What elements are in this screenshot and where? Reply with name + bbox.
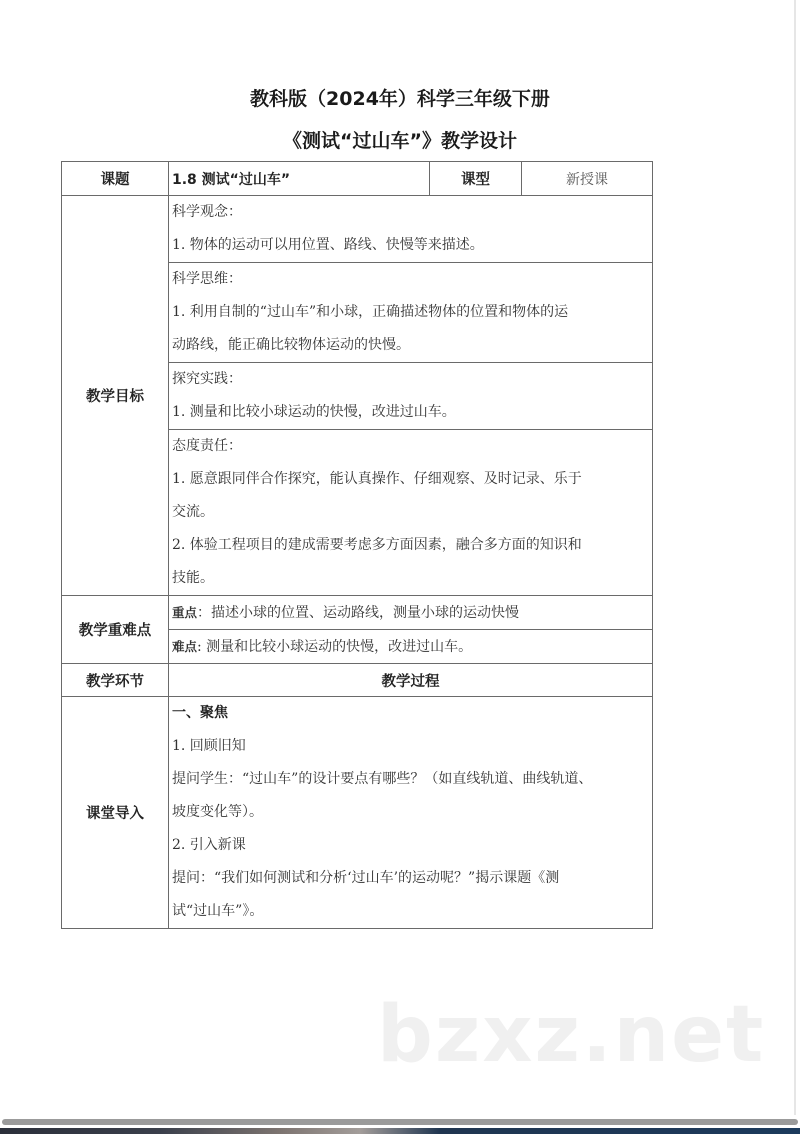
goal-line: 交流。 <box>172 504 214 520</box>
goal-heading: 科学观念： <box>172 204 242 220</box>
goal-line: 1. 物体的运动可以用位置、路线、快慢等来描述。 <box>172 237 484 253</box>
lesson-plan-table <box>61 161 653 929</box>
watermark: bzxz.net <box>377 990 766 1080</box>
lesson-type-label: 课型 <box>430 162 522 196</box>
goal-heading: 探究实践： <box>172 371 242 387</box>
document-subtitle: 《测试“过山车”》教学设计 <box>283 130 517 152</box>
goal-line: 1. 愿意跟同伴合作探究，能认真操作、仔细观察、及时记录、乐于 <box>172 471 582 487</box>
goal-section-attitude <box>169 430 653 596</box>
table-row-goal-concept <box>62 196 653 263</box>
intro-line: 坡度变化等）。 <box>172 804 263 820</box>
key-point-text: ：描述小球的位置、运动路线，测量小球的运动快慢 <box>197 604 520 621</box>
intro-heading: 一、聚焦 <box>172 705 228 721</box>
intro-line: 提问：“我们如何测试和分析‘过山车’的运动呢？”揭示课题《测 <box>172 870 560 886</box>
goal-heading: 态度责任： <box>172 438 242 454</box>
goal-line: 1. 测量和比较小球运动的快慢，改进过山车。 <box>172 404 456 420</box>
table-row-topic <box>62 162 653 196</box>
intro-line: 2. 引入新课 <box>172 837 246 853</box>
difficult-point-tag: 难点 <box>172 638 198 654</box>
page-edge-divider <box>794 0 796 1115</box>
process-header: 教学过程 <box>169 664 653 697</box>
intro-line: 试“过山车”》。 <box>172 903 264 919</box>
goal-section-thinking <box>169 263 653 363</box>
key-point-cell <box>169 596 653 630</box>
lesson-type-value: 新授课 <box>522 162 653 196</box>
desktop-background-strip <box>0 1128 800 1134</box>
goal-line: 1. 利用自制的“过山车”和小球，正确描述物体的位置和物体的运 <box>172 304 569 320</box>
intro-line: 提问学生：“过山车”的设计要点有哪些？（如直线轨道、曲线轨道、 <box>172 771 593 787</box>
topic-label: 课题 <box>62 162 169 196</box>
stage-header: 教学环节 <box>62 664 169 697</box>
goal-line: 2. 体验工程项目的建成需要考虑多方面因素，融合多方面的知识和 <box>172 537 582 553</box>
difficult-point-cell <box>169 630 653 664</box>
goal-line: 技能。 <box>172 570 214 586</box>
document-title: 教科版（2024年）科学三年级下册 <box>250 88 550 110</box>
goal-line: 动路线，能正确比较物体运动的快慢。 <box>172 337 410 353</box>
key-point-tag: 重点 <box>172 604 198 620</box>
topic-value: 1.8 测试“过山车” <box>169 162 430 196</box>
intro-stage-label: 课堂导入 <box>62 697 169 929</box>
horizontal-scrollbar[interactable] <box>2 1119 798 1125</box>
goal-section-concept <box>169 196 653 263</box>
goal-heading: 科学思维： <box>172 271 242 287</box>
goal-section-practice <box>169 363 653 430</box>
goals-label: 教学目标 <box>62 196 169 596</box>
key-points-label: 教学重难点 <box>62 596 169 664</box>
table-row-key-point <box>62 596 653 630</box>
table-row-intro <box>62 697 653 929</box>
table-row-process-header <box>62 664 653 697</box>
intro-process-cell <box>169 697 653 929</box>
difficult-point-text: : 测量和比较小球运动的快慢，改进过山车。 <box>197 638 473 655</box>
intro-line: 1. 回顾旧知 <box>172 738 246 754</box>
